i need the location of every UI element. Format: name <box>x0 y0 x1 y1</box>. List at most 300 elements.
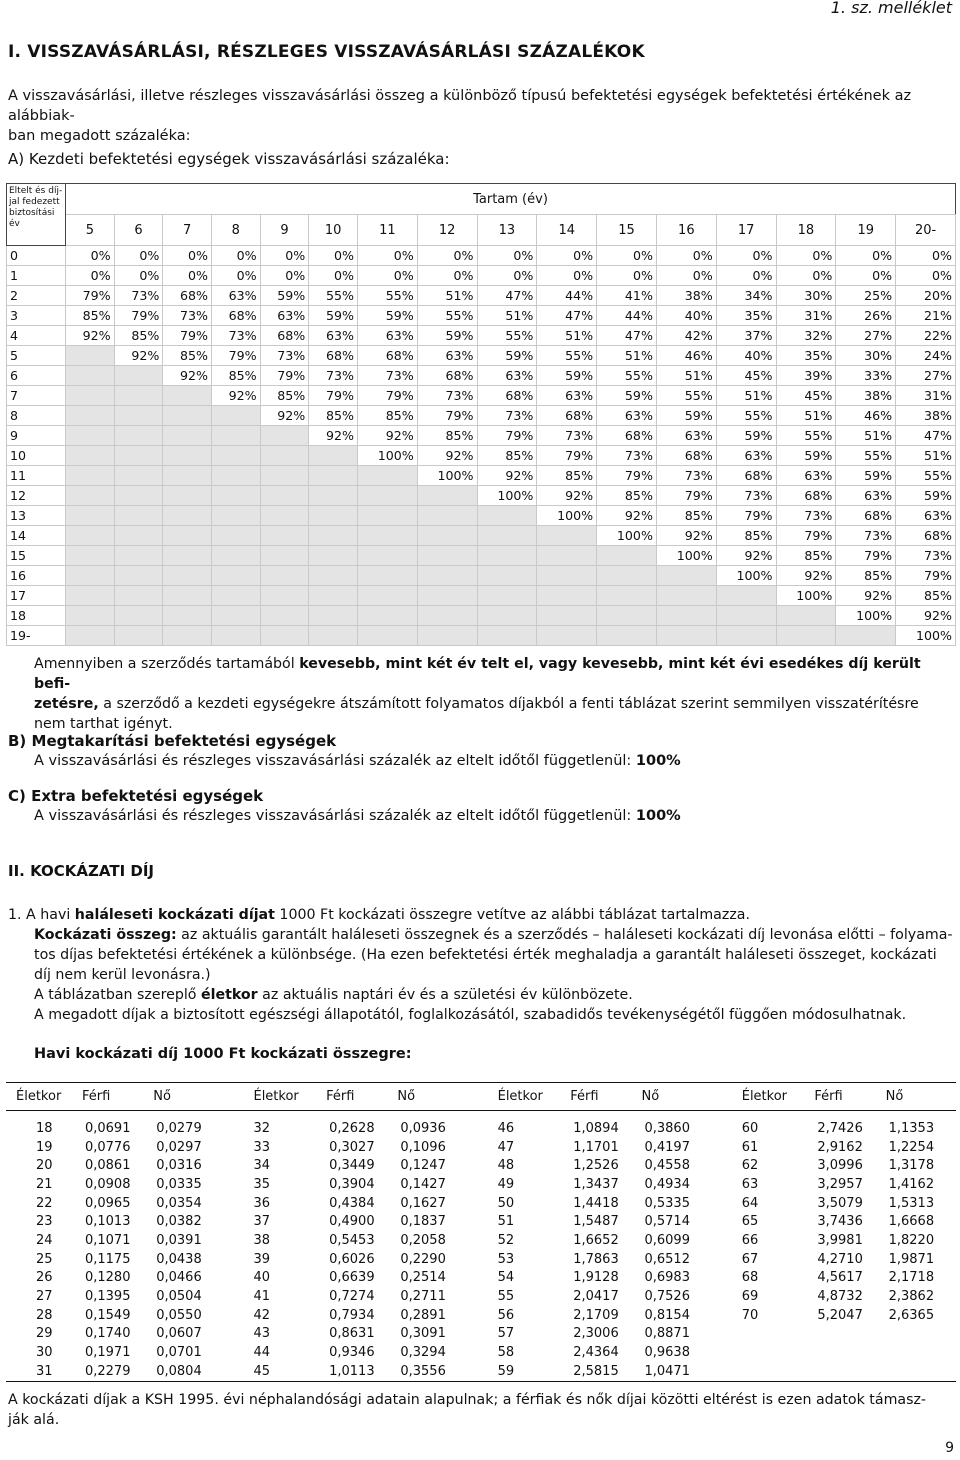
table-cell: 79% <box>597 466 657 486</box>
table-cell: 51% <box>896 446 956 466</box>
table-cell <box>597 546 657 566</box>
year-header: 8 <box>211 215 260 246</box>
table-cell <box>716 626 776 646</box>
table-cell <box>309 626 358 646</box>
annex-label: 1. sz. melléklet <box>830 0 952 17</box>
table-cell: 40 <box>253 1270 271 1286</box>
table-cell: 27 <box>36 1289 53 1305</box>
table-cell: 0,2628 <box>329 1120 375 1136</box>
table-cell <box>597 606 657 626</box>
subsection-b: B) Megtakarítási befektetési egységek A visszavásárlási és részleges visszavásárlási százalék az eltelt időtől függetlenül: 100% <box>8 732 681 769</box>
table-cell: 100% <box>836 606 896 626</box>
table-cell <box>66 406 115 426</box>
table-cell: 44% <box>597 306 657 326</box>
table-cell: 85% <box>163 346 212 366</box>
table-cell: 0% <box>66 246 115 266</box>
table-cell <box>114 446 163 466</box>
table-cell: 65 <box>741 1214 759 1230</box>
table-cell <box>114 426 163 446</box>
table-row <box>6 1119 956 1138</box>
table-cell: 92% <box>357 426 417 446</box>
table-cell: 92% <box>656 526 716 546</box>
row-label: 4 <box>7 326 66 346</box>
table-cell: 0,2891 <box>400 1307 446 1323</box>
table-cell: 92% <box>776 566 836 586</box>
table-cell: 92% <box>163 366 212 386</box>
table-cell: 59% <box>260 286 309 306</box>
table-cell: 0% <box>656 246 716 266</box>
table-cell <box>357 606 417 626</box>
table-cell: 1,2526 <box>573 1158 619 1174</box>
table-cell: 63% <box>477 366 537 386</box>
table-cell: 3,5079 <box>817 1195 863 1211</box>
table-cell: 1,0471 <box>640 1362 711 1381</box>
risk-fee-paragraphs: 1. A havi haláleseti kockázati díjat 1000 Ft kockázati összegre vetítve az alábbi táblázat tartalmazza. Kockázati összeg: az aktuális garantált haláleseti összegnek és a szerződés – haláleseti kockázati díj levonása előtti – folyama- tos díjas befektetési értékének a különbsége. (Ha ezen befektetési érték meghaladja a garantált haláleseti összeget, kockázati díj nem kerül levonásra.) A táblázatban szereplő életkor az aktuális naptári év és a születési év különbözete. A megadott díjak a biztosított egészségi állapotától, foglalkozásától, szabadidős tevékenységétől függően módosulhatnak. <box>8 907 953 1023</box>
duration-header: Tartam (év) <box>66 184 956 215</box>
table-cell: 2,9162 <box>817 1139 863 1155</box>
row-label: 3 <box>7 306 66 326</box>
intro-line: A visszavásárlási, illetve részleges visszavásárlási összeg a különböző típusú befektetési egységek befektetési értékének az alábbiak- <box>8 88 912 124</box>
table-cell: 68% <box>163 286 212 306</box>
table-cell: 53 <box>497 1251 515 1267</box>
table-cell <box>597 586 657 606</box>
table-cell: 3,0996 <box>817 1158 863 1174</box>
table-cell: 0% <box>537 246 597 266</box>
table-cell: 51% <box>477 306 537 326</box>
table-cell: 0,2279 <box>81 1362 152 1381</box>
table-cell <box>66 586 115 606</box>
row-label: 12 <box>7 486 66 506</box>
table-cell: 73% <box>417 386 477 406</box>
table-cell: 63% <box>656 426 716 446</box>
table-row <box>7 626 956 646</box>
table-cell: 92% <box>66 326 115 346</box>
table-cell: 0,3904 <box>329 1176 375 1192</box>
table-cell: 0% <box>114 266 163 286</box>
table-cell: 0% <box>896 266 956 286</box>
table-cell: 73% <box>896 546 956 566</box>
table-cell: 0% <box>357 246 417 266</box>
table-cell: 22% <box>896 326 956 346</box>
table-cell: 92% <box>716 546 776 566</box>
table-cell <box>656 626 716 646</box>
table-cell: 2,1709 <box>573 1307 619 1323</box>
table-cell <box>163 506 212 526</box>
table-cell: 79% <box>114 306 163 326</box>
table-cell <box>656 586 716 606</box>
table-cell: 0% <box>114 246 163 266</box>
table-cell: 47% <box>597 326 657 346</box>
table-cell: 55% <box>656 386 716 406</box>
table-cell: 68% <box>836 506 896 526</box>
table-cell: 37 <box>253 1214 271 1230</box>
row-label: 7 <box>7 386 66 406</box>
table-cell: 100% <box>537 506 597 526</box>
table-cell <box>357 506 417 526</box>
table-cell <box>211 566 260 586</box>
table-cell: 40% <box>656 306 716 326</box>
column-header: Nő <box>396 1083 467 1111</box>
table-cell: 3,7436 <box>817 1214 863 1230</box>
table-cell: 0,0936 <box>400 1120 446 1136</box>
table-cell: 2,5815 <box>569 1362 640 1381</box>
table-cell: 63% <box>211 286 260 306</box>
table-cell <box>66 606 115 626</box>
table-cell: 0,0466 <box>156 1270 202 1286</box>
table-cell <box>66 526 115 546</box>
table-cell: 55% <box>537 346 597 366</box>
row-label: 10 <box>7 446 66 466</box>
row-label: 5 <box>7 346 66 366</box>
table-cell: 31% <box>896 386 956 406</box>
table-row <box>7 246 956 266</box>
table-cell: 25 <box>36 1251 53 1267</box>
table-cell: 68% <box>537 406 597 426</box>
table-cell: 1,9128 <box>573 1270 619 1286</box>
table-cell: 37% <box>716 326 776 346</box>
table-cell: 0% <box>597 266 657 286</box>
row-label: 19- <box>7 626 66 646</box>
row-label: 13 <box>7 506 66 526</box>
table-cell <box>114 366 163 386</box>
table-row <box>7 346 956 366</box>
table-cell: 51% <box>537 326 597 346</box>
table-cell: 33 <box>253 1139 271 1155</box>
table-row <box>7 386 956 406</box>
row-label: 18 <box>7 606 66 626</box>
table-cell <box>114 626 163 646</box>
table-cell <box>712 1362 814 1381</box>
table-cell: 0% <box>716 266 776 286</box>
table-cell: 0,9346 <box>329 1345 375 1361</box>
table-cell: 73% <box>656 466 716 486</box>
table-cell <box>417 626 477 646</box>
table-cell: 0,0804 <box>152 1362 223 1381</box>
year-header: 11 <box>357 215 417 246</box>
table-cell: 2,0417 <box>573 1289 619 1305</box>
table-row <box>6 1287 956 1306</box>
table-cell: 0,4384 <box>329 1195 375 1211</box>
table-cell: 0,0701 <box>156 1345 202 1361</box>
table-cell <box>885 1325 956 1344</box>
table-cell <box>163 626 212 646</box>
table-cell <box>260 606 309 626</box>
table-cell: 92% <box>896 606 956 626</box>
table-cell <box>211 506 260 526</box>
table-cell: 1,4162 <box>888 1176 935 1192</box>
table-cell: 0,2514 <box>400 1270 446 1286</box>
table-cell: 0,1175 <box>84 1251 131 1267</box>
table-cell: 36 <box>253 1195 271 1211</box>
table-cell: 0,1280 <box>84 1270 131 1286</box>
table-cell <box>477 546 537 566</box>
table-cell: 28 <box>36 1307 53 1323</box>
table-cell: 63% <box>357 326 417 346</box>
intro-paragraph <box>8 86 960 146</box>
table-row <box>6 1156 956 1175</box>
table-cell: 4,5617 <box>817 1270 863 1286</box>
table-cell: 4,8732 <box>817 1289 863 1305</box>
year-header: 10 <box>309 215 358 246</box>
table-cell: 19 <box>36 1139 53 1155</box>
table-cell <box>537 586 597 606</box>
table-cell: 59% <box>357 306 417 326</box>
table-cell: 0,2058 <box>400 1232 446 1248</box>
table-cell: 46% <box>836 406 896 426</box>
row-label: 2 <box>7 286 66 306</box>
row-label: 0 <box>7 246 66 266</box>
table-cell: 45% <box>716 366 776 386</box>
table-cell <box>656 566 716 586</box>
note-paragraph: Amennyiben a szerződés tartamából kevesebb, mint két év telt el, vagy kevesebb, mint két évi esedékes díj került befi- zetésre, a szerződő a kezdeti egységekre átszámított folyamatos díjakból a fenti táblázat szerint semmilyen visszatérítésre nem tarthat igényt. <box>34 656 921 732</box>
table-cell: 57 <box>497 1326 515 1342</box>
year-header: 15 <box>597 215 657 246</box>
year-header-row <box>7 215 956 246</box>
table-cell <box>537 566 597 586</box>
table-cell: 58 <box>497 1345 515 1361</box>
column-header: Életkor <box>6 1083 81 1111</box>
table-cell: 0,7274 <box>329 1289 375 1305</box>
table-cell: 0,0965 <box>84 1195 131 1211</box>
mortality-table-title: Havi kockázati díj 1000 Ft kockázati összegre: <box>34 1046 412 1062</box>
table-cell: 73% <box>716 486 776 506</box>
row-label: 11 <box>7 466 66 486</box>
table-cell: 0,0908 <box>84 1176 131 1192</box>
table-cell: 34% <box>716 286 776 306</box>
table-row <box>6 1250 956 1269</box>
table-cell <box>309 466 358 486</box>
table-cell: 1,3178 <box>888 1158 935 1174</box>
year-header: 19 <box>836 215 896 246</box>
table-row <box>6 1212 956 1231</box>
table-cell: 79% <box>896 566 956 586</box>
table-cell: 32% <box>776 326 836 346</box>
table-cell <box>260 446 309 466</box>
table-cell <box>114 406 163 426</box>
table-cell: 1,3437 <box>573 1176 619 1192</box>
table-cell: 0% <box>211 266 260 286</box>
table-cell: 44 <box>253 1345 271 1361</box>
table-cell: 22 <box>36 1195 53 1211</box>
table-cell: 0% <box>656 266 716 286</box>
table-cell <box>537 606 597 626</box>
table-cell: 64 <box>741 1195 759 1211</box>
table-cell: 42 <box>253 1307 271 1323</box>
table-cell: 0% <box>776 246 836 266</box>
table-cell: 73% <box>114 286 163 306</box>
table-cell: 0,0504 <box>156 1289 202 1305</box>
table-cell <box>114 526 163 546</box>
table-cell <box>163 546 212 566</box>
subsection-a-title: A) Kezdeti befektetési egységek visszavásárlási százaléka: <box>8 150 450 168</box>
table-cell: 0% <box>309 246 358 266</box>
table-cell: 41 <box>253 1289 271 1305</box>
table-cell: 48 <box>497 1158 515 1174</box>
table-cell <box>712 1343 814 1362</box>
table-cell <box>114 586 163 606</box>
table-cell: 51% <box>656 366 716 386</box>
row-label: 17 <box>7 586 66 606</box>
table-cell: 79% <box>537 446 597 466</box>
table-cell: 0,0550 <box>156 1307 202 1323</box>
table-cell: 30 <box>36 1345 53 1361</box>
table-cell: 27% <box>836 326 896 346</box>
table-cell: 0,7526 <box>644 1289 690 1305</box>
subsection-c: C) Extra befektetési egységek A visszavásárlási és részleges visszavásárlási százalék az eltelt időtől függetlenül: 100% <box>8 787 681 824</box>
table-cell: 0% <box>896 246 956 266</box>
table-cell: 2,3006 <box>573 1326 619 1342</box>
table-cell: 79% <box>656 486 716 506</box>
table-cell: 0,3860 <box>644 1120 690 1136</box>
table-cell: 100% <box>417 466 477 486</box>
table-cell: 0,0382 <box>156 1214 202 1230</box>
row-label: 16 <box>7 566 66 586</box>
table-cell <box>716 606 776 626</box>
table-cell: 0,6983 <box>644 1270 690 1286</box>
table-cell: 100% <box>896 626 956 646</box>
table-cell: 0% <box>163 246 212 266</box>
table-cell: 0,5453 <box>329 1232 375 1248</box>
table-cell: 29 <box>36 1326 53 1342</box>
year-header: 5 <box>66 215 115 246</box>
table-corner-label: Eltelt és díj- jal fedezett biztosítási év <box>7 184 66 246</box>
table-row <box>7 326 956 346</box>
table-cell: 55 <box>497 1289 515 1305</box>
table-cell: 63% <box>597 406 657 426</box>
table-cell: 1,2254 <box>888 1139 935 1155</box>
table-cell: 1,8220 <box>888 1232 935 1248</box>
table-cell: 79% <box>836 546 896 566</box>
table-cell: 20 <box>36 1158 53 1174</box>
table-cell: 38% <box>836 386 896 406</box>
column-header: Férfi <box>813 1083 884 1111</box>
row-label: 8 <box>7 406 66 426</box>
table-cell <box>114 606 163 626</box>
table-cell: 63% <box>417 346 477 366</box>
table-cell: 0,7934 <box>329 1307 375 1323</box>
table-row <box>7 366 956 386</box>
table-cell: 0,1740 <box>84 1326 131 1342</box>
table-cell: 68% <box>597 426 657 446</box>
table-cell: 0,0354 <box>156 1195 202 1211</box>
table-cell: 49 <box>497 1176 515 1192</box>
table-cell: 73% <box>537 426 597 446</box>
table-cell: 42% <box>656 326 716 346</box>
table-cell: 59% <box>656 406 716 426</box>
table-cell: 35% <box>716 306 776 326</box>
table-cell: 59% <box>477 346 537 366</box>
table-cell: 79% <box>477 426 537 446</box>
table-cell: 0% <box>260 266 309 286</box>
table-cell <box>211 586 260 606</box>
year-header: 6 <box>114 215 163 246</box>
table-cell: 1,6668 <box>888 1214 935 1230</box>
table-cell: 1,5313 <box>888 1195 935 1211</box>
table-cell: 73% <box>260 346 309 366</box>
table-cell: 31% <box>776 306 836 326</box>
table-cell: 63% <box>537 386 597 406</box>
table-cell <box>211 466 260 486</box>
table-cell: 0,2290 <box>400 1251 446 1267</box>
row-label: 6 <box>7 366 66 386</box>
table-cell: 1,1353 <box>888 1120 935 1136</box>
table-cell <box>260 426 309 446</box>
column-header: Életkor <box>712 1083 814 1111</box>
table-cell: 1,5487 <box>573 1214 619 1230</box>
table-cell: 0,1549 <box>84 1307 131 1323</box>
table-cell: 4,2710 <box>817 1251 863 1267</box>
table-row <box>7 426 956 446</box>
table-cell: 59% <box>417 326 477 346</box>
table-cell: 0% <box>477 266 537 286</box>
table-cell: 51% <box>836 426 896 446</box>
table-cell <box>114 486 163 506</box>
table-cell <box>211 426 260 446</box>
table-cell <box>357 466 417 486</box>
subsection-b-title: B) Megtakarítási befektetési egységek <box>8 732 337 750</box>
table-cell <box>309 506 358 526</box>
table-cell <box>66 466 115 486</box>
table-cell <box>477 566 537 586</box>
year-header: 20- <box>896 215 956 246</box>
table-row <box>7 546 956 566</box>
table-cell <box>477 606 537 626</box>
table-cell <box>357 626 417 646</box>
table-cell: 43 <box>253 1326 271 1342</box>
table-cell: 0% <box>163 266 212 286</box>
table-cell: 70 <box>741 1307 759 1323</box>
year-header: 13 <box>477 215 537 246</box>
table-cell: 3,2957 <box>817 1176 863 1192</box>
table-cell <box>357 546 417 566</box>
table-cell <box>357 526 417 546</box>
table-cell: 85% <box>357 406 417 426</box>
mortality-header-row <box>6 1083 956 1111</box>
table-cell: 85% <box>896 586 956 606</box>
table-cell: 63% <box>776 466 836 486</box>
table-cell: 67 <box>741 1251 759 1267</box>
table-cell: 0% <box>836 266 896 286</box>
table-cell: 52 <box>497 1232 515 1248</box>
table-cell: 73% <box>776 506 836 526</box>
table-cell <box>309 486 358 506</box>
table-cell <box>309 586 358 606</box>
table-cell: 21% <box>896 306 956 326</box>
table-cell <box>66 566 115 586</box>
table-cell: 73% <box>597 446 657 466</box>
table-cell: 0,4900 <box>329 1214 375 1230</box>
table-cell: 0% <box>597 246 657 266</box>
table-cell: 79% <box>417 406 477 426</box>
table-cell <box>260 626 309 646</box>
table-cell: 27% <box>896 366 956 386</box>
table-cell: 1,6652 <box>573 1232 619 1248</box>
table-cell <box>211 546 260 566</box>
table-cell: 79% <box>66 286 115 306</box>
table-cell: 0,4558 <box>644 1158 690 1174</box>
table-cell: 0,1096 <box>400 1139 446 1155</box>
table-cell: 68% <box>776 486 836 506</box>
table-cell <box>211 406 260 426</box>
table-cell: 0,1971 <box>84 1345 131 1361</box>
section2-title: II. KOCKÁZATI DÍJ <box>8 862 154 880</box>
table-cell: 0,9638 <box>644 1345 690 1361</box>
table-cell: 0% <box>417 246 477 266</box>
table-cell <box>211 526 260 546</box>
table-cell <box>66 486 115 506</box>
table-cell: 59% <box>776 446 836 466</box>
table-cell: 0,1837 <box>400 1214 446 1230</box>
